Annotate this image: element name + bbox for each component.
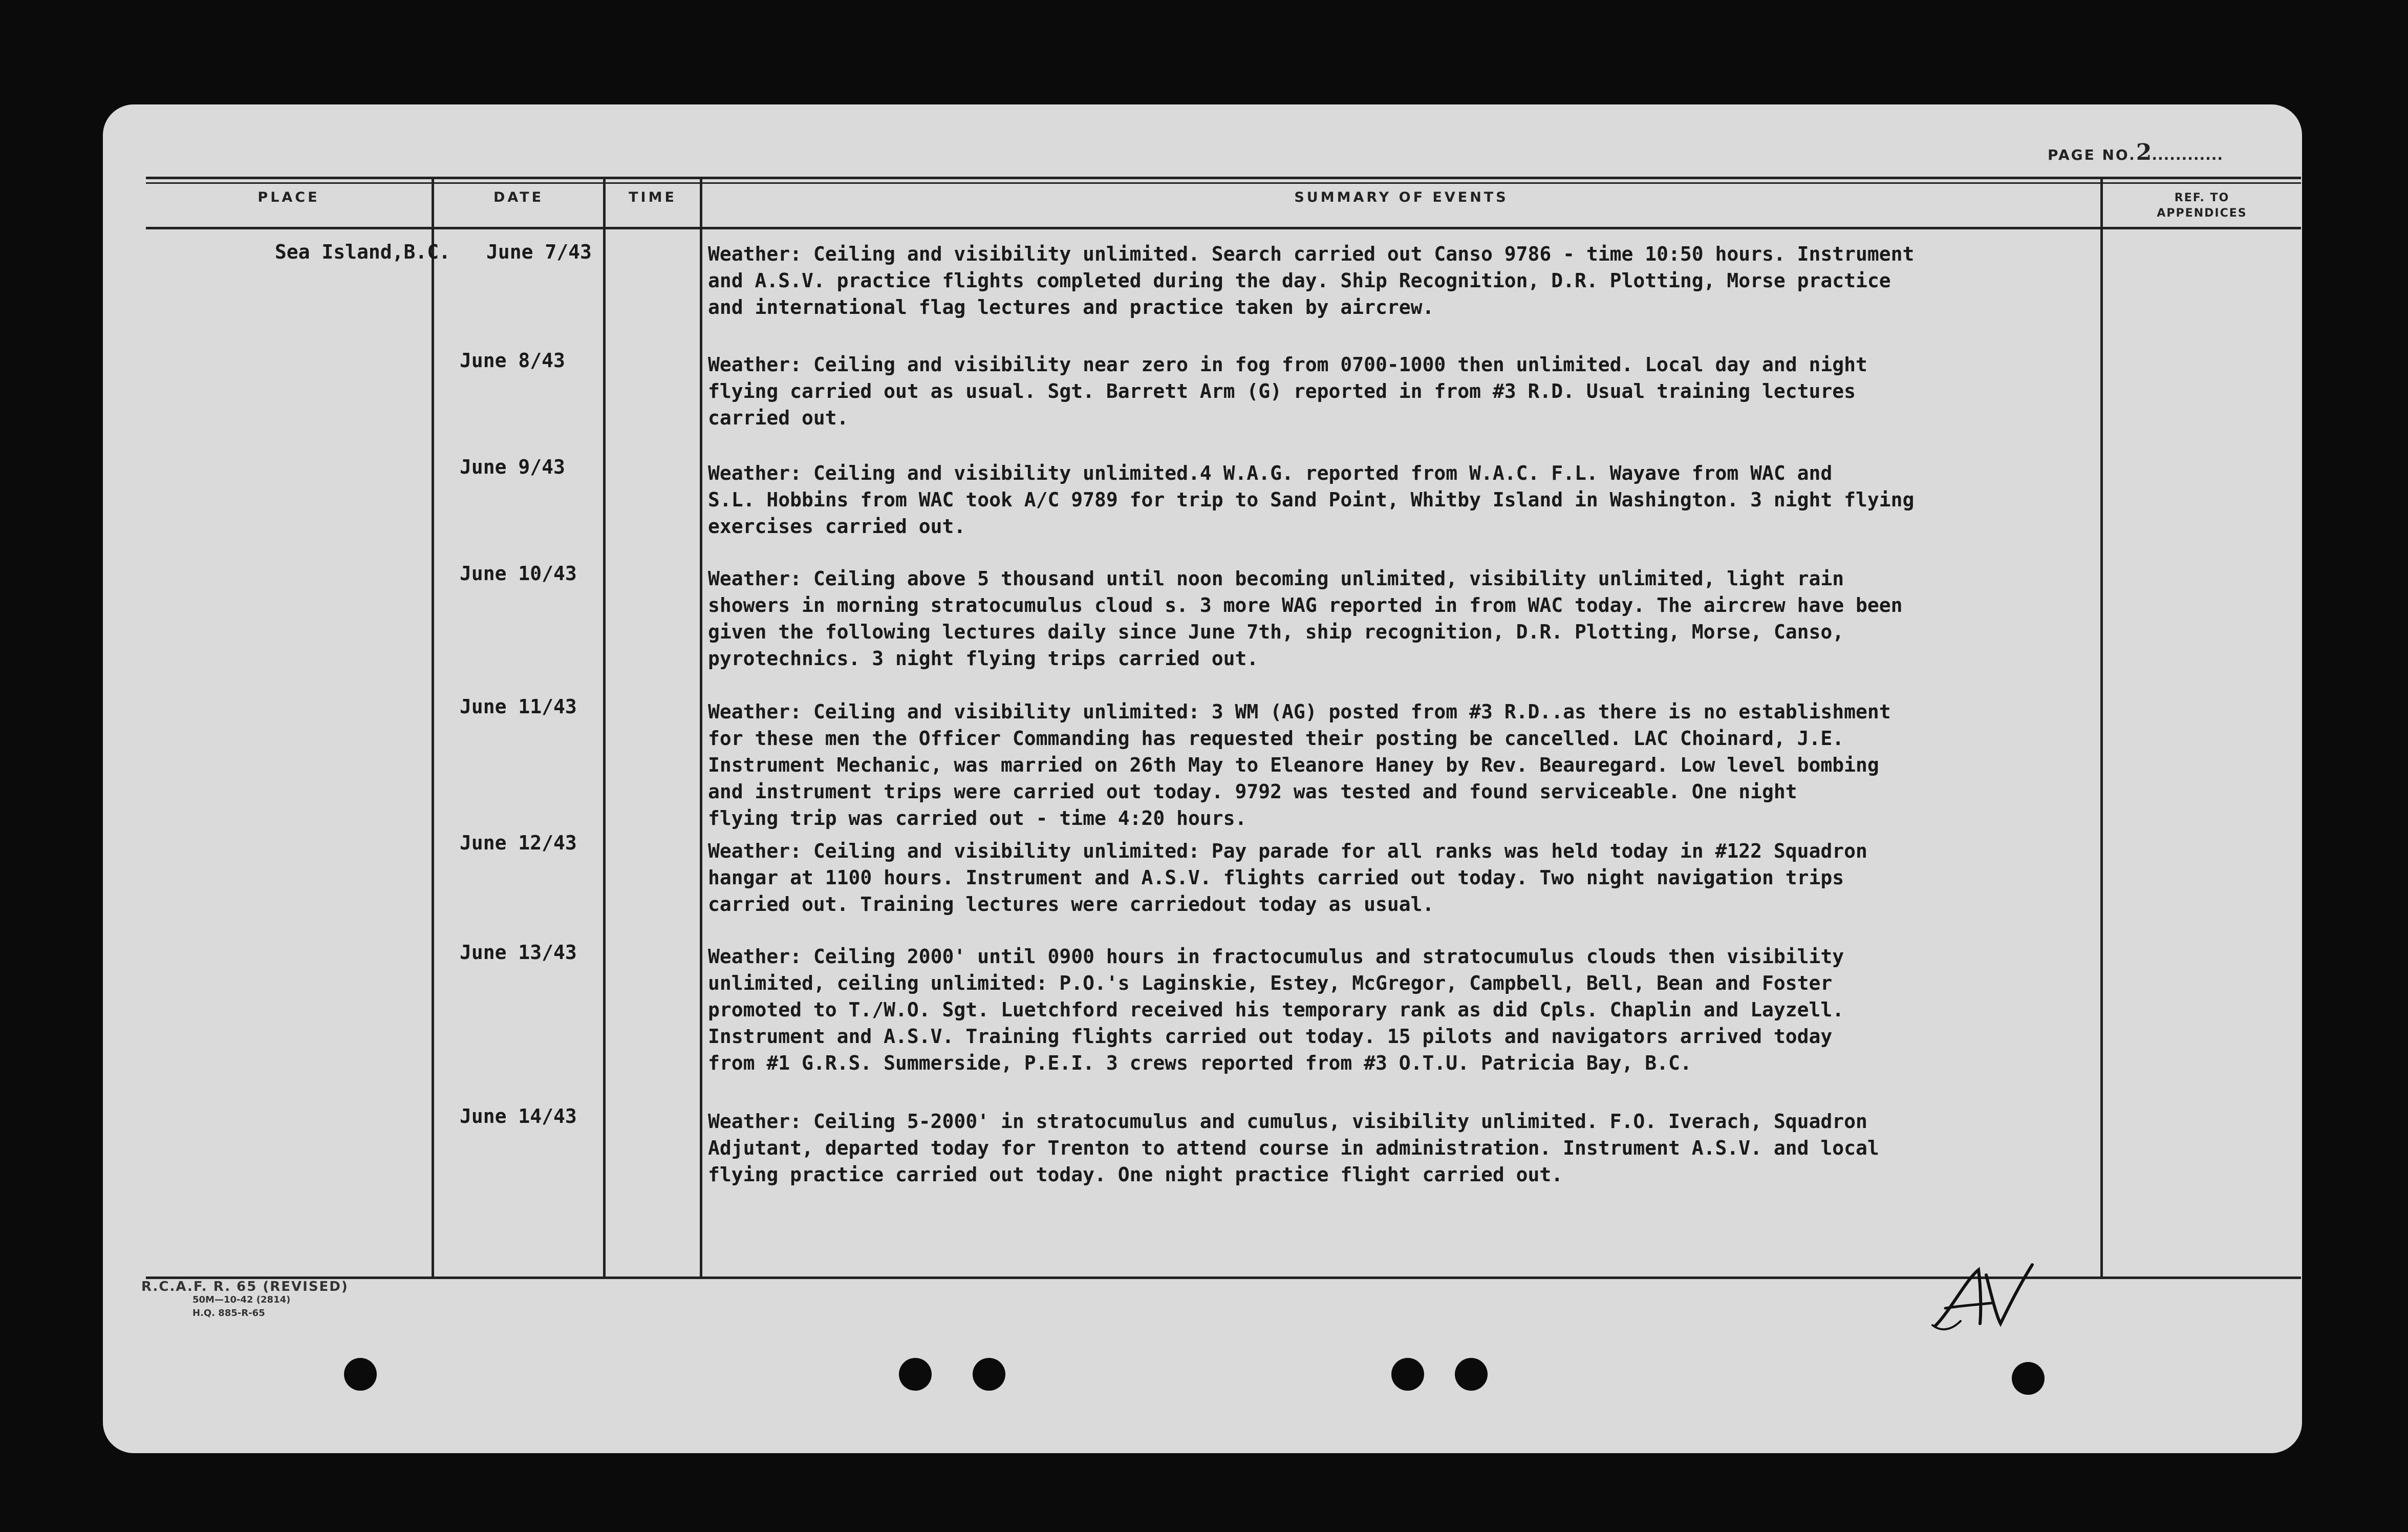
column-divider-time [700,177,702,1278]
punch-hole [2012,1362,2045,1395]
entry-date: June 7/43 [486,241,592,263]
entry-summary: Weather: Ceiling and visibility unlimited: Pay parade for all ranks was held today in #122 Squadron hangar at 1100 hours. Instrument and A.S.V. flights carried out today. Two night navigation trips carried out. Training lectures were carriedout today as usual. [708,840,1867,916]
column-divider-place [432,177,434,1278]
header-date: DATE [493,189,544,205]
header-time: TIME [629,189,677,205]
column-divider-date [603,177,606,1278]
entry-date: June 11/43 [460,695,577,718]
header-bottom-rule [146,227,2301,229]
place-cell: Sea Island,B.C. [274,241,450,263]
entry-date: June 10/43 [460,562,577,585]
entry-summary: Weather: Ceiling 2000' until 0900 hours in fractocumulus and stratocumulus clouds then visibility unlimited, ceiling unlimited: P.O.'s Laginskie, Estey, McGregor, Campbell, Bell, Bean and Foster promoted to T./W.O. Sgt. Luetchford received his temporary rank as did Cpls. Chaplin and Layzell. Instrument and A.S.V. Training flights carried out today. 15 pilots and navigators arrived today from #1 G.R.S. Summerside, P.E.I. 3 crews reported from #3 O.T.U. Patricia Bay, B.C. [708,945,1844,1074]
entry-summary: Weather: Ceiling and visibility unlimited.4 W.A.G. reported from W.A.C. F.L. Wayave from WAC and S.L. Hobbins from WAC took A/C 9789 for trip to Sand Point, Whitby Island in Washington. 3 night flying exercises carried out. [708,462,1915,538]
entry-date: June 9/43 [460,456,565,478]
entry-summary: Weather: Ceiling and visibility near zero in fog from 0700-1000 then unlimited. Local day and night flying carried out as usual. Sgt. Barrett Arm (G) reported in from #3 R.D. Usual training lectures carried out. [708,353,1867,429]
punch-hole [344,1358,377,1391]
entry-summary: Weather: Ceiling and visibility unlimited: 3 WM (AG) posted from #3 R.D..as there is no establishment for these men the Officer Commanding has requested their posting be cancelled. LAC Choinard, J.E. Instrument Mechanic, was married on 26th May to Eleanore Haney by Rev. Beauregard. Low level bombing and instrument trips were carried out today. 9792 was tested and found serviceable. One night flying trip was carried out - time 4:20 hours. [708,700,1891,829]
entry-summary: Weather: Ceiling and visibility unlimited. Search carried out Canso 9786 - time 10:50 hours. Instrument and A.S.V. practice flights completed during the day. Ship Recognition, D.R. Plotting, Morse practice and international flag lectures and practice taken by aircrew. [708,243,1915,318]
page-number: PAGE NO.2............ [2048,139,2224,165]
entry-summary: Weather: Ceiling 5-2000' in stratocumulus and cumulus, visibility unlimited. F.O. Iverach, Squadron Adjutant, departed today for Trenton to attend course in administration. Instrument A.S.V. and local flying practice carried out today. One night practice flight carried out. [708,1110,1879,1186]
header-summary: SUMMARY OF EVENTS [1294,189,1509,205]
entry-date: June 12/43 [460,832,577,854]
punch-hole [1391,1358,1424,1391]
header-top-rule-2 [146,182,2301,184]
punch-hole [899,1358,932,1391]
form-identifier: R.C.A.F. R. 65 (REVISED) 50M—10-42 (2814) H.Q. 885-R-65 [141,1279,349,1318]
entry-date: June 8/43 [460,349,565,372]
initials-signature [1930,1260,2048,1336]
header-ref-appendices: REF. TO APPENDICES [2157,192,2247,220]
header-place: PLACE [257,189,320,205]
entry-date: June 13/43 [460,941,577,964]
header-top-rule [146,177,2301,179]
punch-hole [1455,1358,1488,1391]
entry-summary: Weather: Ceiling above 5 thousand until noon becoming unlimited, visibility unlimited, light rain showers in morning stratocumulus cloud s. 3 more WAG reported in from WAC today. The aircrew have been given the following lectures daily since June 7th, ship recognition, D.R. Plotting, Morse, Canso, pyrotechnics. 3 night flying trips carried out. [708,567,1903,670]
entry-date: June 14/43 [460,1105,577,1127]
punch-hole [973,1358,1005,1391]
